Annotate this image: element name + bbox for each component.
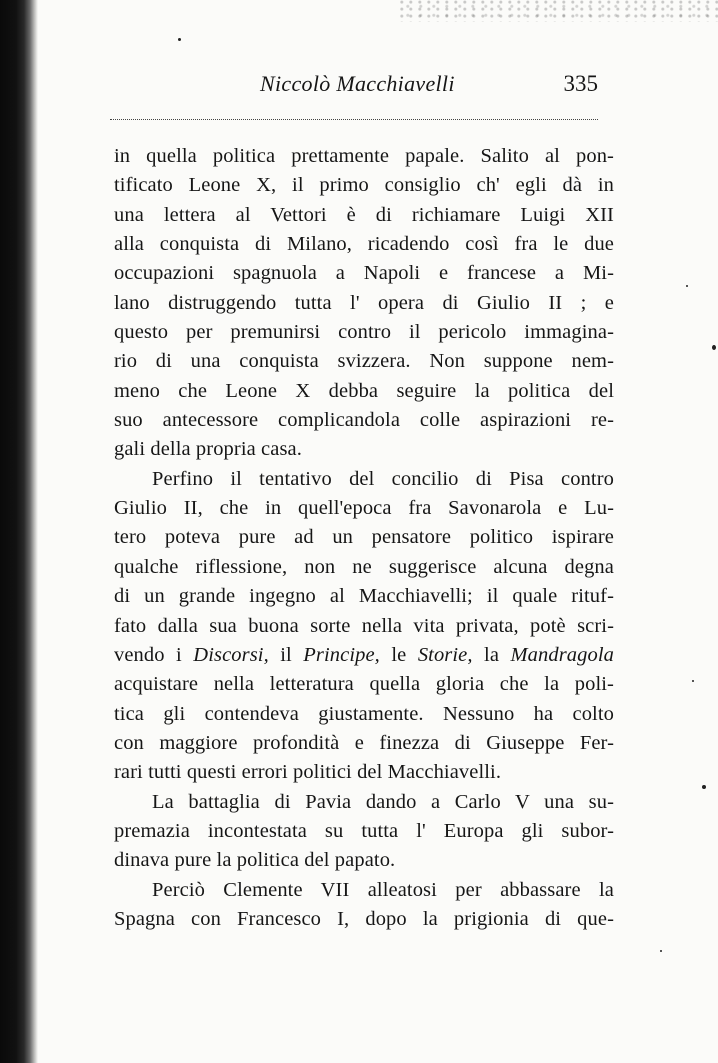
text-line: Spagna con Francesco I, dopo la prigionia di que- [114, 907, 614, 930]
text-line: tificato Leone X, il primo consiglio ch' egli dà in [114, 174, 614, 197]
scan-noise [400, 0, 718, 22]
text-line: rari tutti questi errori politici del Macchiavelli. [114, 761, 502, 784]
text-line: Perfino il tentativo del concilio di Pisa contro [152, 467, 614, 490]
text-segment: il [268, 643, 304, 666]
text-segment: vendo i [114, 643, 194, 666]
title-mandragola: Mandragola [510, 643, 614, 666]
speck [712, 345, 716, 350]
speck [692, 680, 694, 682]
text-line: di un grande ingegno al Macchiavelli; il quale rituf- [114, 585, 614, 608]
text-line: occupazioni spagnuola a Napoli e francese a Mi- [114, 262, 614, 285]
text-line: suo antecessore complicandola colle aspirazioni re- [114, 409, 614, 432]
speck [702, 785, 706, 789]
title-principe: Principe, [303, 643, 380, 666]
text-line: questo per premunirsi contro il pericolo immagina- [114, 321, 614, 344]
text-segment: le [379, 643, 418, 666]
speck [686, 285, 688, 287]
running-title: Niccolò Macchiavelli [260, 71, 455, 96]
text-line: in quella politica prettamente papale. Salito al pon- [114, 145, 614, 167]
text-line: alla conquista di Milano, ricadendo così fra le due [114, 233, 614, 256]
text-line: gali della propria casa. [114, 438, 302, 461]
title-storie: Storie, [417, 643, 473, 666]
text-line: dinava pure la politica del papato. [114, 849, 396, 872]
text-line: tero poteva pure ad un pensatore politico ispirare [114, 526, 614, 549]
text-line: acquistare nella letteratura quella gloria che la poli- [114, 673, 614, 696]
text-line: premazia incontestata su tutta l' Europa gli subor- [114, 819, 614, 842]
text-line: La battaglia di Pavia dando a Carlo V una su- [152, 790, 614, 813]
header-rule [110, 119, 598, 120]
page-number: 335 [563, 71, 598, 96]
text-line: fato dalla sua buona sorte nella vita privata, potè scri- [114, 614, 614, 637]
text-segment: la [472, 643, 511, 666]
text-line: tica gli contendeva giustamente. Nessuno ha colto [114, 702, 614, 725]
text-line: rio di una conquista svizzera. Non suppone nem- [114, 350, 614, 373]
speck [178, 38, 181, 41]
text-line: qualche riflessione, non ne suggerisce alcuna degna [114, 555, 614, 578]
text-line: Perciò Clemente VII alleatosi per abbassare la [152, 878, 614, 901]
text-line: Giulio II, che in quell'epoca fra Savonarola e Lu- [114, 497, 614, 520]
speck [660, 950, 662, 952]
body-text [114, 142, 614, 934]
page-header [110, 71, 610, 105]
text-line: una lettera al Vettori è di richiamare Luigi XII [114, 203, 614, 226]
text-line: con maggiore profondità e finezza di Giuseppe Fer- [114, 731, 614, 754]
text-line: lano distruggendo tutta l' opera di Giulio II ; e [114, 291, 614, 314]
text-line: meno che Leone X debba seguire la politica del [114, 379, 614, 402]
book-binding-shadow [0, 0, 38, 1063]
text-line-with-titles [114, 641, 614, 670]
title-discorsi: Discorsi, [193, 643, 269, 666]
